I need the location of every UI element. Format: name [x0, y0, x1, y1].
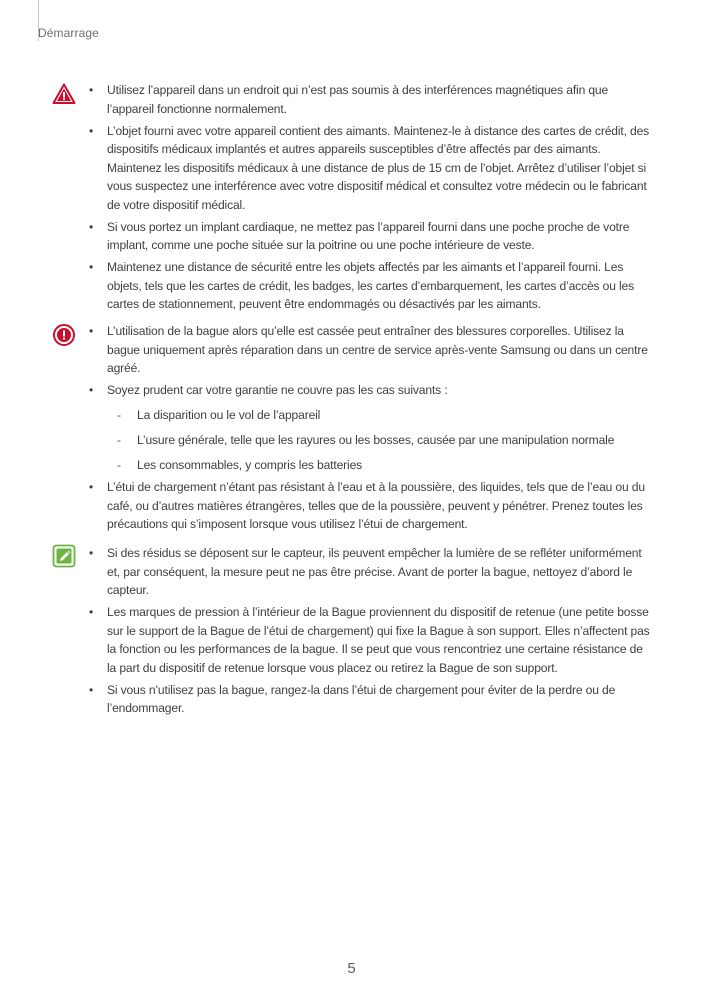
- list-item: • Si vous portez un implant cardiaque, ne mettez pas l’appareil fourni dans une poche proche de votre implant, comme une poche située sur la poitrine ou une poche intérieure de veste.: [88, 218, 654, 255]
- list-item: • L’utilisation de la bague alors qu’elle est cassée peut entraîner des blessures corporelles. Utilisez la bague uniquement après réparation dans un centre de service après-vente Samsung ou dans un centre agréé.: [88, 322, 654, 378]
- section-header: Démarrage: [38, 26, 99, 40]
- list-item: • L’objet fourni avec votre appareil contient des aimants. Maintenez-le à distance des cartes de crédit, des dispositifs médicaux implantés et autres appareils susceptibles d’être affectés par des aimants. Maintenez les dispositifs médicaux à une distance de plus de 15 cm de l’objet. Arrêtez d’utiliser l’objet si vous suspectez une interférence avec votre dispositif médical et consultez votre médecin ou le fabricant de votre dispositif médical.: [88, 122, 654, 215]
- list-item: • Si des résidus se déposent sur le capteur, ils peuvent empêcher la lumière de se refléter uniformément et, par conséquent, la mesure peut ne pas être précise. Avant de porter la bague, nettoyez d’abord le capteur.: [88, 544, 654, 600]
- note-section: [88, 544, 654, 721]
- caution-circle-icon: [52, 323, 76, 347]
- warning-triangle-icon: [52, 82, 76, 106]
- warning-section: [88, 81, 654, 317]
- sub-list-item: - L’usure générale, telle que les rayures ou les bosses, causée par une manipulation normale: [88, 431, 654, 450]
- sub-list-item: - La disparition ou le vol de l’appareil: [88, 406, 654, 425]
- list-item: • Si vous n’utilisez pas la bague, rangez-la dans l’étui de chargement pour éviter de la perdre ou de l’endommager.: [88, 681, 654, 718]
- page-number: 5: [347, 960, 356, 977]
- sub-list-item: - Les consommables, y compris les batteries: [88, 456, 654, 475]
- list-item: • L’étui de chargement n’étant pas résistant à l’eau et à la poussière, des liquides, tels que de l’eau ou du café, ou d’autres matières étrangères, telles que de la poussière, peuvent y pénétrer. Prenez toutes les précautions qui s’imposent lorsque vous utilisez l’étui de chargement.: [88, 478, 654, 534]
- note-pencil-icon: [52, 544, 76, 568]
- list-item: • Les marques de pression à l’intérieur de la Bague proviennent du dispositif de retenue (une petite bosse sur le support de la Bague de l’étui de chargement) qui fixe la Bague à son support. Elles n’affectent pas la fonction ou les performances de la bague. Il se peut que vous rencontriez une certaine résistance de la part du dispositif de retenue lorsque vous placez ou retirez la Bague de son support.: [88, 603, 654, 677]
- caution-section: [88, 322, 654, 537]
- list-item: • Soyez prudent car votre garantie ne couvre pas les cas suivants :: [88, 381, 654, 400]
- list-item: • Utilisez l’appareil dans un endroit qui n’est pas soumis à des interférences magnétiques afin que l’appareil fonctionne normalement.: [88, 81, 654, 118]
- list-item: • Maintenez une distance de sécurité entre les objets affectés par les aimants et l’appareil fourni. Les objets, tels que les cartes de crédit, les badges, les cartes d’embarquement, les cartes d’accès ou les cartes de stationnement, peuvent être endommagés ou désactivés par les aimants.: [88, 258, 654, 314]
